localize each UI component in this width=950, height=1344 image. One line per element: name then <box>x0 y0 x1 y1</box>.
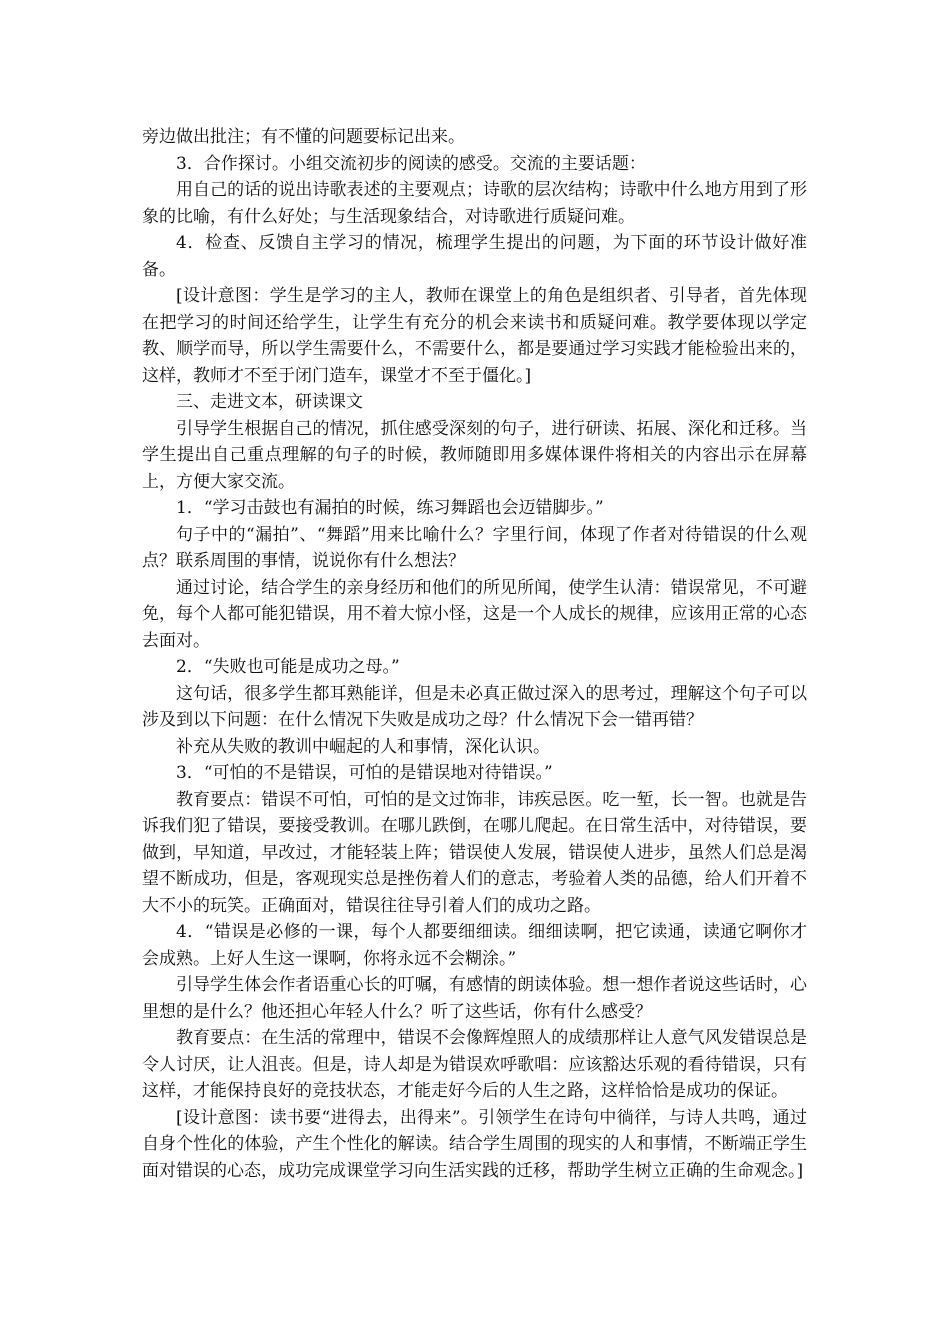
quote-3: 3．“可怕的不是错误，可怕的是错误地对待错误。” <box>176 763 553 783</box>
design-intent-paragraph: [设计意图：学生是学习的主人，教师在课堂上的角色是组织者、引导者，首先体现在把学习的时间还给学生，让学生有充分的机会来读书和质疑问难。教学要体现以学定教、顺学而导，所以学生需要什么，不需要什么，都是要通过学习实践才能检验出来的，这样，教师才不至于闭门造车，课堂才不至于僵化。] <box>142 286 807 386</box>
paragraph-2: 用自己的话的说出诗歌表述的主要观点；诗歌的层次结构；诗歌中什么地方用到了形象的比喻，有什么好处；与生活现象结合，对诗歌进行质疑问难。 <box>142 180 807 227</box>
section-heading: 三、走进文本，研读课文 <box>176 392 363 412</box>
paragraph-1: 3．合作探讨。小组交流初步的阅读的感受。交流的主要话题： <box>176 153 646 174</box>
quote-1: 1．“学习击鼓也有漏拍的时候，练习舞蹈也会迈错脚步。” <box>176 498 604 518</box>
paragraph-17: 教育要点：在生活的常理中，错误不会像辉煌照人的成绩那样让人意气风发错误总是令人讨厌，让人沮丧。但是，诗人却是为错误欢呼歌唱：应该豁达乐观的看待错误，只有这样，才能保持良好的竞技状态，才能走好今后的人生之路，这样恰恰是成功的保证。 <box>142 1028 807 1101</box>
paragraph-0: 旁边做出批注；有不懂的问题要标记出来。 <box>142 127 465 147</box>
paragraph-6: 引导学生根据自己的情况，抓住感受深刻的句子，进行研读、拓展、深化和迁移。当学生提出自己重点理解的句子的时候，教师随即用多媒体课件将相关的内容出示在屏幕上，方便大家交流。 <box>142 418 807 492</box>
quote-4: 4．“错误是必修的一课，每个人都要细细读。细细读啊，把它读通，读通它啊你才会成熟。上好人生这一课啊，你将永远不会糊涂。” <box>142 922 807 969</box>
design-intent-paragraph-2: [设计意图：读书要“进得去，出得来”。引领学生在诗句中徜徉，与诗人共鸣，通过自身个性化的体验，产生个性化的解读。结合学生周围的现实的人和事情，不断端正学生面对错误的心态，成功完成课堂学习向生活实践的迁移，帮助学生树立正确的生命观念。] <box>142 1107 807 1181</box>
paragraph-3: 4．检查、反馈自主学习的情况，梳理学生提出的问题，为下面的环节设计做好准备。 <box>142 233 807 280</box>
paragraph-16: 引导学生体会作者语重心长的叮嘱，有感情的朗读体验。想一想作者说这些话时，心里想的是什么？他还担心年轻人什么？听了这些话，你有什么感受？ <box>142 975 807 1022</box>
paragraph-11: 这句话，很多学生都耳熟能详，但是未必真正做过深入的思考过，理解这个句子可以涉及到以下问题：在什么情况下失败是成功之母？什么情况下会一错再错？ <box>142 683 807 730</box>
document-page <box>142 124 807 1184</box>
quote-2: 2．“失败也可能是成功之母。” <box>176 657 400 677</box>
paragraph-12: 补充从失败的教训中崛起的人和事情，深化认识。 <box>176 736 550 757</box>
paragraph-14: 教育要点：错误不可怕，可怕的是文过饰非，讳疾忌医。吃一堑，长一智。也就是告诉我们犯了错误，要接受教训。在哪儿跌倒，在哪儿爬起。在日常生活中，对待错误，要做到，早知道，早改过，才能轻装上阵；错误使人发展，错误使人进步，虽然人们总是渴望不断成功，但是，客观现实总是挫伤着人们的意志，考验着人类的品德，给人们开着不大不小的玩笑。正确面对，错误往往导引着人们的成功之路。 <box>142 789 807 916</box>
paragraph-8: 句子中的“漏拍”、“舞蹈”用来比喻什么？字里行间，体现了作者对待错误的什么观点？联系周围的事情，说说你有什么想法？ <box>142 524 807 571</box>
paragraph-9: 通过讨论，结合学生的亲身经历和他们的所见所闻，使学生认清：错误常见，不可避免，每个人都可能犯错误，用不着大惊小怪，这是一个人成长的规律，应该用正常的心态去面对。 <box>142 577 807 651</box>
